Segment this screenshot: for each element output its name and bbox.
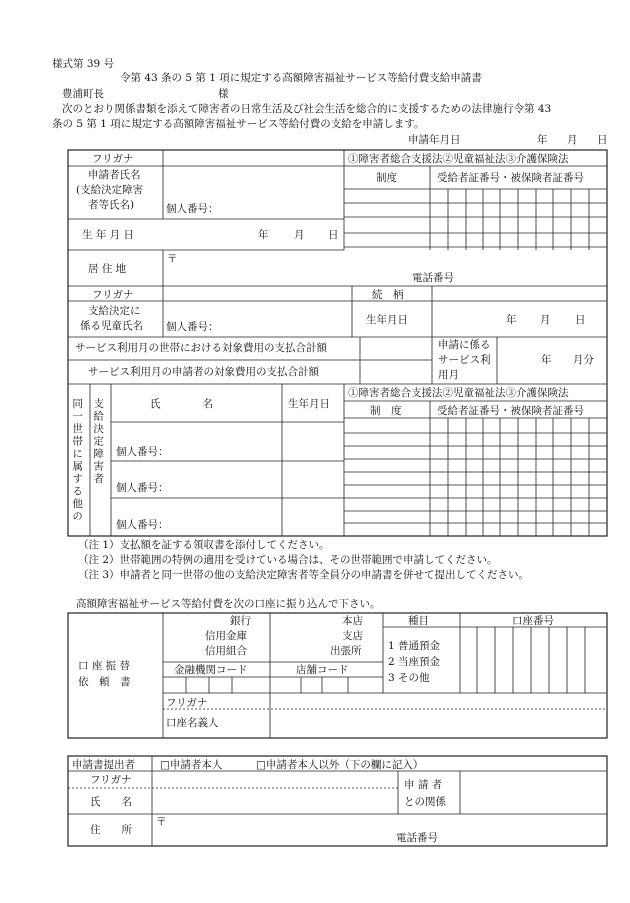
submitter-name-label: 氏 名 bbox=[90, 796, 132, 808]
applicant-furigana-label: フリガナ bbox=[92, 153, 134, 165]
bank-kinyu-code: 金融機関コード bbox=[174, 664, 248, 676]
applicant-phone-label: 電話番号 bbox=[412, 272, 454, 284]
bank-furigana: フリガナ bbox=[166, 697, 208, 709]
service-month-label-2: サービス利 bbox=[438, 354, 491, 366]
bank-shinyo-kumiai: 信用組合 bbox=[205, 645, 247, 657]
others-personal-number-3: 個人番号： bbox=[116, 519, 169, 531]
bank-shumoku: 種目 bbox=[408, 615, 429, 627]
service-month-year: 年 bbox=[541, 354, 552, 366]
form-title: 令第 43 条の 5 第 1 項に規定する高額障害福祉サービス等給付費支給申請書 bbox=[120, 72, 482, 84]
bank-meigi: 口座名義人 bbox=[166, 717, 219, 729]
bank-tenpo-code: 店舗コード bbox=[296, 664, 349, 676]
applicant-address-label: 居 住 地 bbox=[88, 263, 127, 275]
bank-label-2: 依 頼 書 bbox=[78, 676, 131, 688]
date-year-label: 年 bbox=[537, 134, 548, 146]
bank-futsu: 1 普通預金 bbox=[388, 640, 441, 652]
child-birth-day: 日 bbox=[575, 314, 586, 326]
child-label-1: 支給決定に bbox=[88, 305, 141, 317]
applicant-personal-number-label: 個人番号： bbox=[166, 203, 219, 215]
submitter-furigana-label: フリガナ bbox=[90, 774, 132, 786]
others-birth-header: 生年月日 bbox=[288, 398, 330, 410]
service-month-month: 月分 bbox=[573, 354, 594, 366]
form-number: 様式第 39 号 bbox=[52, 58, 115, 70]
intro-line-2: 条の 5 第 1 項に規定する高額障害福祉サービス等給付費の支給を申請します。 bbox=[52, 118, 425, 130]
others-name-header: 氏 名 bbox=[150, 398, 213, 410]
child-relationship-label: 続 柄 bbox=[372, 289, 404, 301]
applicant-total-label: サービス利用月の申請者の対象費用の支払合計額 bbox=[88, 366, 319, 378]
bank-honten: 本店 bbox=[342, 615, 363, 627]
child-birth-year: 年 bbox=[506, 314, 517, 326]
service-month-label-1: 申請に係る bbox=[438, 339, 491, 351]
bank-shinyo-kinko: 信用金庫 bbox=[205, 630, 247, 642]
applicant-birth-year: 年 bbox=[258, 229, 269, 241]
applicant-birth-day: 日 bbox=[328, 229, 339, 241]
bank-lead-text: 高額障害福祉サービス等給付費を次の口座に振り込んで下さい。 bbox=[76, 598, 381, 610]
bank-shiten: 支店 bbox=[342, 630, 363, 642]
bank-kouza-no: 口座番号 bbox=[512, 615, 554, 627]
others-laws-label: ①障害者総合支援法②児童福祉法③介護保険法 bbox=[348, 387, 569, 399]
submitter-relation-label-2: との関係 bbox=[404, 796, 446, 808]
submitter-label: 申請書提出者 bbox=[72, 759, 135, 771]
note-1: （注 1）支払額を証する領収書を添付してください。 bbox=[78, 539, 330, 551]
household-total-label: サービス利用月の世帯における対象費用の支払合計額 bbox=[75, 342, 327, 354]
note-3: （注 3）申請者と同一世帯の他の支給決定障害者等全員分の申請書を併せて提出してください。 bbox=[78, 569, 530, 581]
service-month-label-3: 用月 bbox=[438, 369, 459, 381]
submitter-address-label: 住 所 bbox=[90, 824, 132, 836]
child-birth-month: 月 bbox=[540, 314, 551, 326]
bank-shutchosho: 出張所 bbox=[330, 645, 362, 657]
others-seido-label: 制 度 bbox=[370, 405, 402, 417]
bank-ginko: 銀行 bbox=[230, 615, 251, 627]
others-personal-number-2: 個人番号： bbox=[116, 482, 169, 494]
applicant-cert-number-label: 受給者証番号・被保険者証番号 bbox=[437, 172, 584, 184]
submitter-option-other[interactable]: □申請者本人以外（下の欄に記入） bbox=[256, 759, 424, 771]
applicant-birth-month: 月 bbox=[294, 229, 305, 241]
child-furigana-label: フリガナ bbox=[92, 289, 134, 301]
others-personal-number-1: 個人番号： bbox=[116, 446, 169, 458]
note-2: （注 2）世帯範囲の特例の適用を受けている場合は、その世帯範囲で申請してください。 bbox=[78, 554, 498, 566]
bank-label-1: 口 座 振 替 bbox=[78, 660, 131, 672]
date-day-label: 日 bbox=[597, 134, 608, 146]
others-side-label-a: 同一世帯に属する他の bbox=[71, 398, 84, 523]
others-cert-number-label: 受給者証番号・被保険者証番号 bbox=[437, 405, 584, 417]
submitter-postal-mark: 〒 bbox=[156, 816, 167, 828]
others-side-label-b: 支給決定障害者 bbox=[92, 398, 105, 486]
addressee-honorific: 様 bbox=[218, 88, 229, 100]
application-date-label: 申請年月日 bbox=[408, 134, 461, 146]
bank-toza: 2 当座預金 bbox=[388, 656, 441, 668]
submitter-relation-label-1: 申 請 者 bbox=[404, 779, 443, 791]
submitter-option-self[interactable]: □申請者本人 bbox=[160, 759, 223, 771]
bank-sonota: 3 その他 bbox=[388, 672, 430, 684]
submitter-phone-label: 電話番号 bbox=[396, 832, 438, 844]
child-personal-number-label: 個人番号： bbox=[166, 321, 219, 333]
applicant-laws-label: ①障害者総合支援法②児童福祉法③介護保険法 bbox=[348, 153, 569, 165]
applicant-name-label-1: 申請者氏名 bbox=[88, 169, 141, 181]
applicant-birth-label: 生 年 月 日 bbox=[82, 229, 135, 241]
child-label-2: 係る児童氏名 bbox=[80, 320, 143, 332]
intro-line-1: 次のとおり関係書類を添えて障害者の日常生活及び社会生活を総合的に支援するための法律施行令第 43 bbox=[62, 103, 552, 115]
applicant-name-label-2: (支給決定障害 bbox=[76, 184, 144, 196]
applicant-seido-label: 制度 bbox=[376, 172, 397, 184]
child-birth-label: 生年月日 bbox=[366, 314, 408, 326]
date-month-label: 月 bbox=[567, 134, 578, 146]
applicant-name-label-3: 者等氏名) bbox=[88, 199, 135, 211]
applicant-postal-mark: 〒 bbox=[167, 253, 178, 265]
addressee: 豊浦町長 bbox=[62, 88, 104, 100]
